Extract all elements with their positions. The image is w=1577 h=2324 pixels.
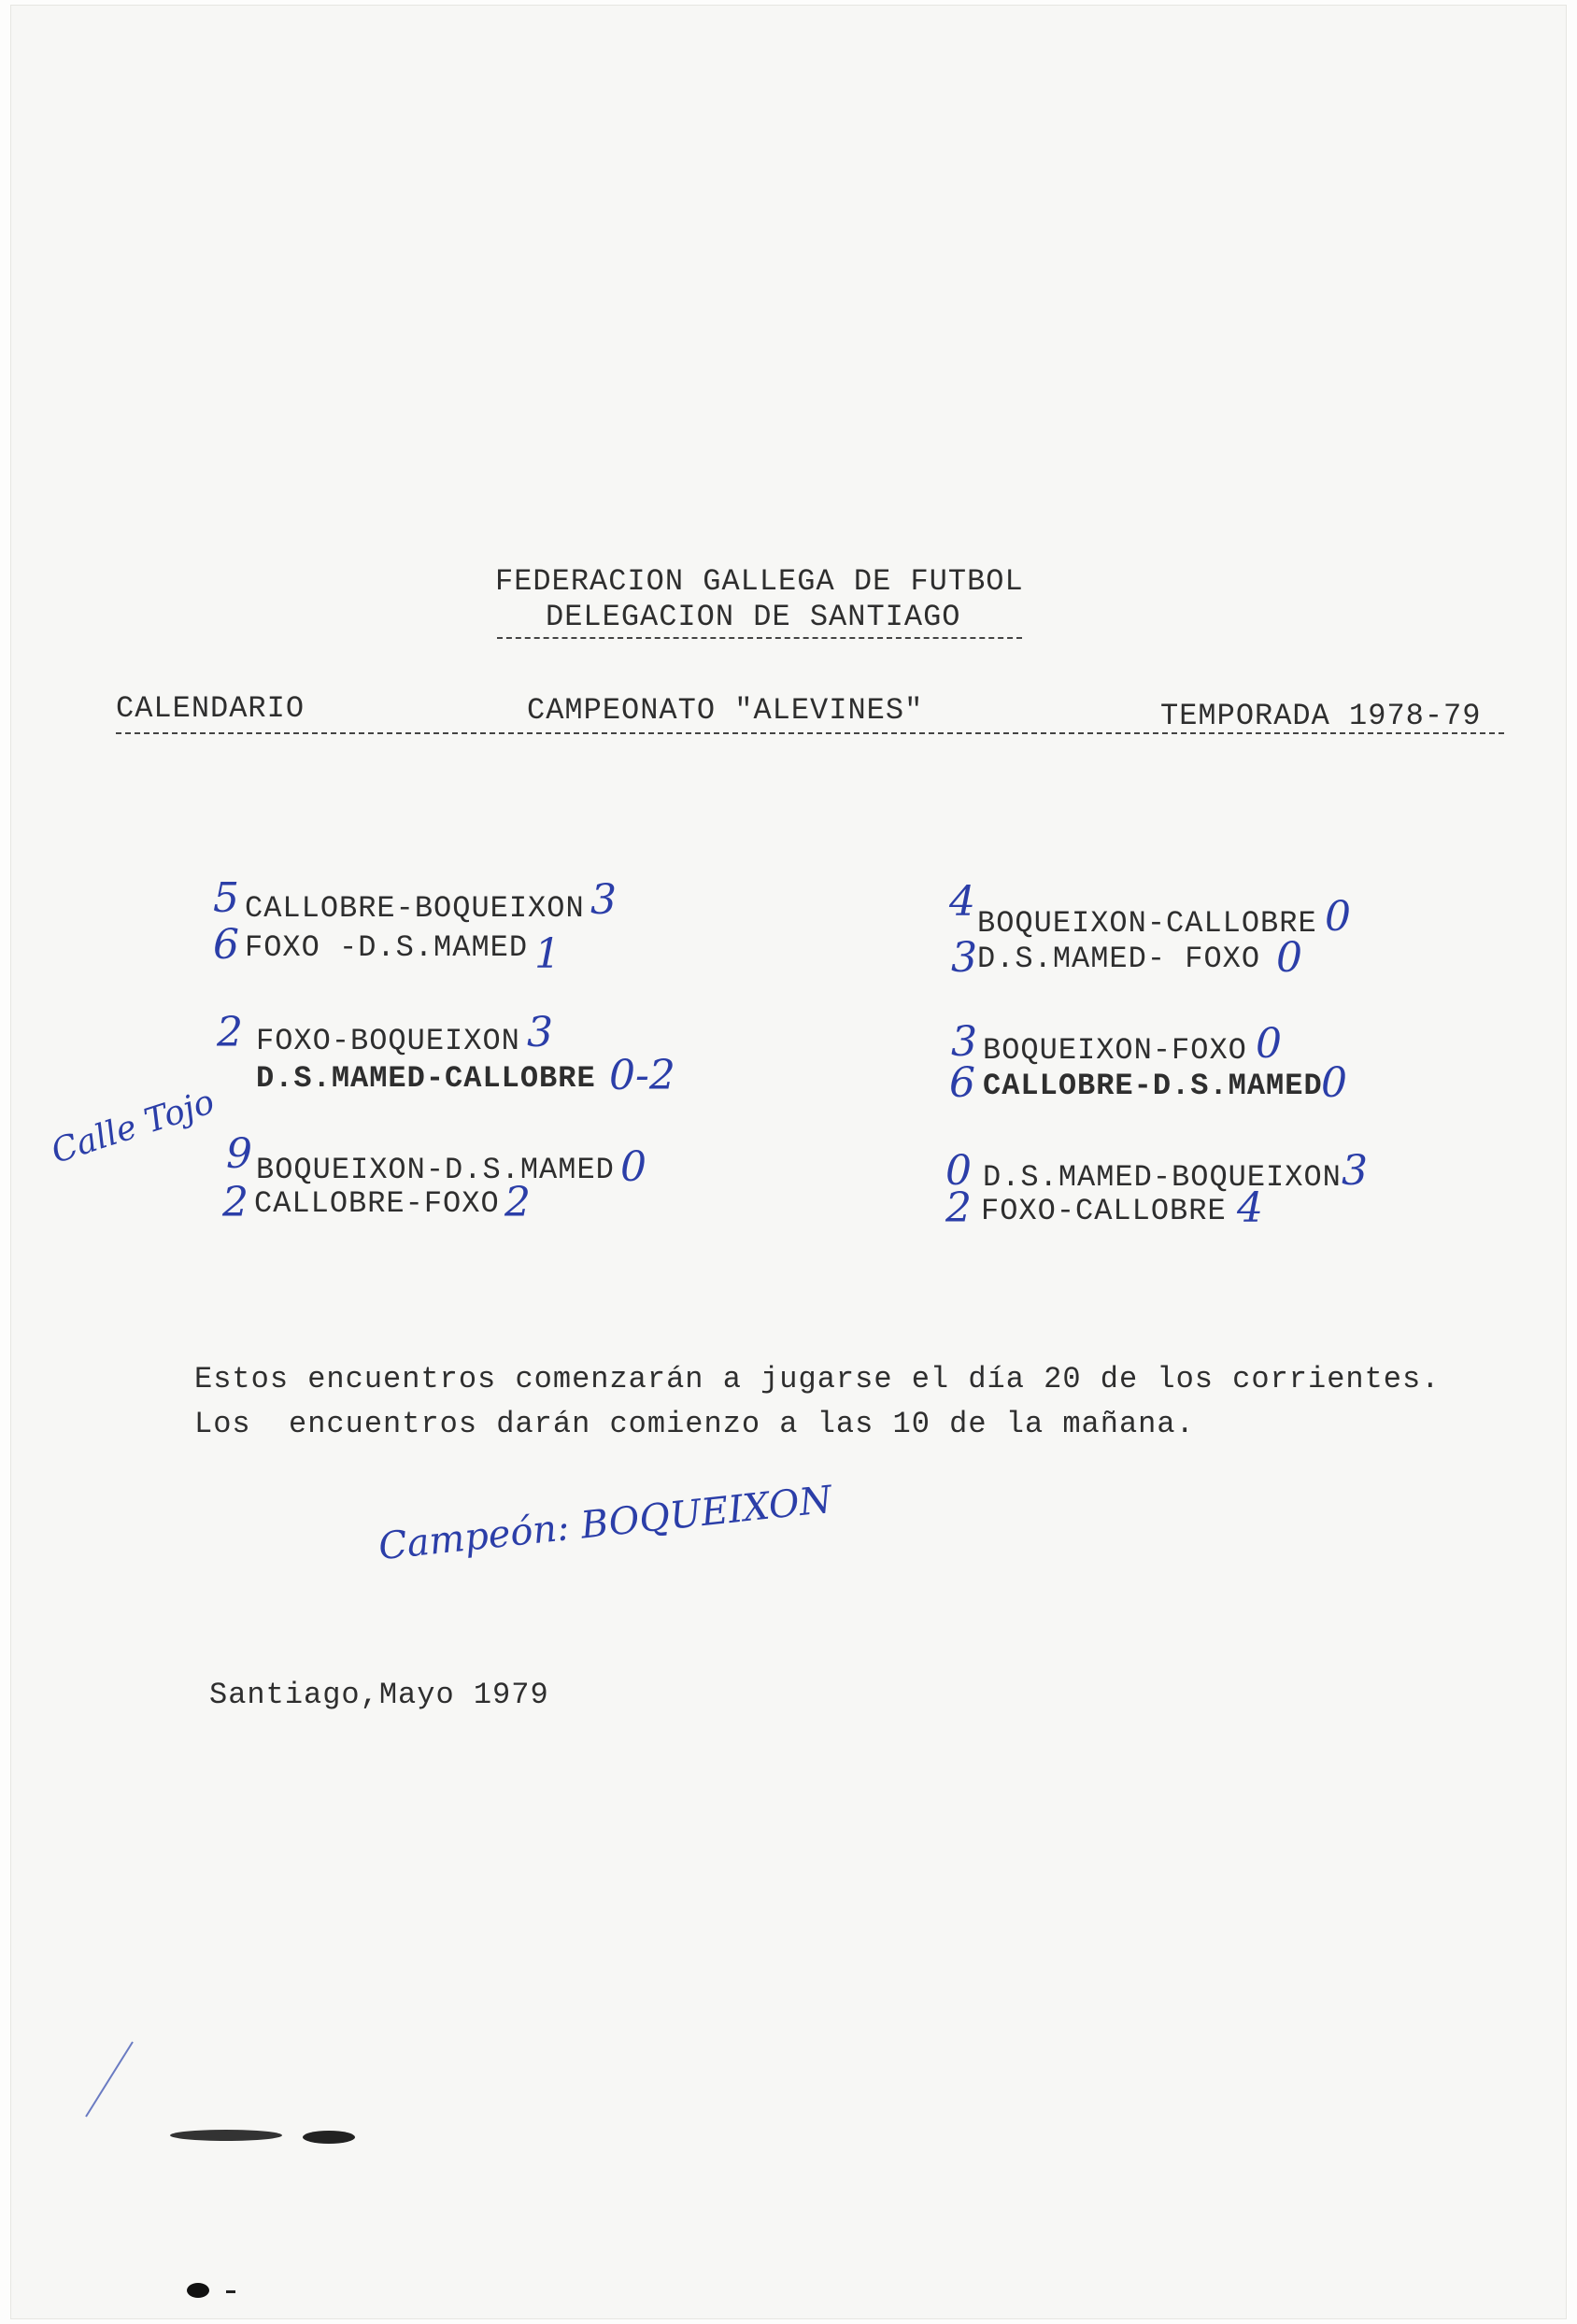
ink-dot-icon [187, 2283, 209, 2298]
score-home: 4 [949, 878, 975, 926]
score-home: 3 [951, 934, 977, 982]
match-fixture: D.S.MAMED-BOQUEIXON [983, 1160, 1342, 1195]
season-label: TEMPORADA 1978-79 [1160, 699, 1482, 733]
match-fixture: FOXO-CALLOBRE [981, 1194, 1227, 1228]
note-start-time: Los encuentros darán comienzo a las 10 de la mañana. [194, 1407, 1195, 1441]
match-fixture: CALLOBRE-D.S.MAMED [983, 1069, 1323, 1103]
header-underline [497, 637, 1022, 639]
score-away: 4 [1237, 1184, 1263, 1232]
score-away: 2 [504, 1179, 531, 1226]
match-fixture: BOQUEIXON-FOXO [983, 1033, 1247, 1068]
match-fixture: BOQUEIXON-CALLOBRE [977, 906, 1317, 941]
score-home: 2 [222, 1179, 249, 1226]
score-away: 3 [590, 876, 617, 924]
score-away: 3 [1342, 1147, 1368, 1195]
score-away: 3 [527, 1009, 553, 1056]
document-page [11, 6, 1566, 2318]
match-fixture: BOQUEIXON-D.S.MAMED [256, 1153, 615, 1187]
pen-stroke-icon [86, 2042, 133, 2117]
place-date: Santiago,Mayo 1979 [209, 1678, 549, 1712]
championship-label: CAMPEONATO "ALEVINES" [527, 693, 924, 728]
ink-marks [49, 2014, 516, 2313]
ink-dash-icon [226, 2290, 235, 2293]
score-home: 0 [945, 1147, 972, 1195]
match-fixture: D.S.MAMED- FOXO [977, 942, 1261, 976]
match-fixture: FOXO -D.S.MAMED [245, 930, 529, 965]
score-away: 0 [1256, 1020, 1282, 1068]
score-home: 2 [217, 1009, 243, 1056]
score-home: 2 [945, 1184, 972, 1232]
federation-title: FEDERACION GALLEGA DE FUTBOL [495, 564, 1024, 599]
margin-note: Calle Tojo [47, 1083, 220, 1171]
score-away: 0 [1321, 1059, 1347, 1107]
score-home: 3 [951, 1018, 977, 1066]
match-fixture: CALLOBRE-FOXO [254, 1186, 500, 1221]
match-fixture: CALLOBRE-BOQUEIXON [245, 891, 585, 926]
meta-underline [116, 732, 1504, 734]
score-home: 6 [949, 1059, 975, 1107]
match-fixture: D.S.MAMED-CALLOBRE [256, 1061, 596, 1096]
calendar-label: CALENDARIO [116, 691, 305, 726]
champion-note: Campeón: BOQUEIXON [376, 1478, 834, 1569]
score-away: 0 [1325, 893, 1351, 941]
ink-blot-icon [303, 2131, 355, 2144]
score-away: 0 [620, 1143, 646, 1191]
score-home: 6 [213, 921, 239, 969]
match-fixture: FOXO-BOQUEIXON [256, 1024, 520, 1058]
score-away: 1 [534, 930, 561, 978]
score-result: 0-2 [609, 1052, 675, 1099]
score-home: 5 [213, 874, 239, 922]
ink-smudge-icon [170, 2130, 282, 2141]
score-away: 0 [1276, 934, 1302, 982]
delegation-subtitle: DELEGACION DE SANTIAGO [546, 600, 961, 634]
note-start-date: Estos encuentros comenzarán a jugarse el día 20 de los corrientes. [194, 1362, 1441, 1396]
score-home: 9 [226, 1130, 252, 1178]
